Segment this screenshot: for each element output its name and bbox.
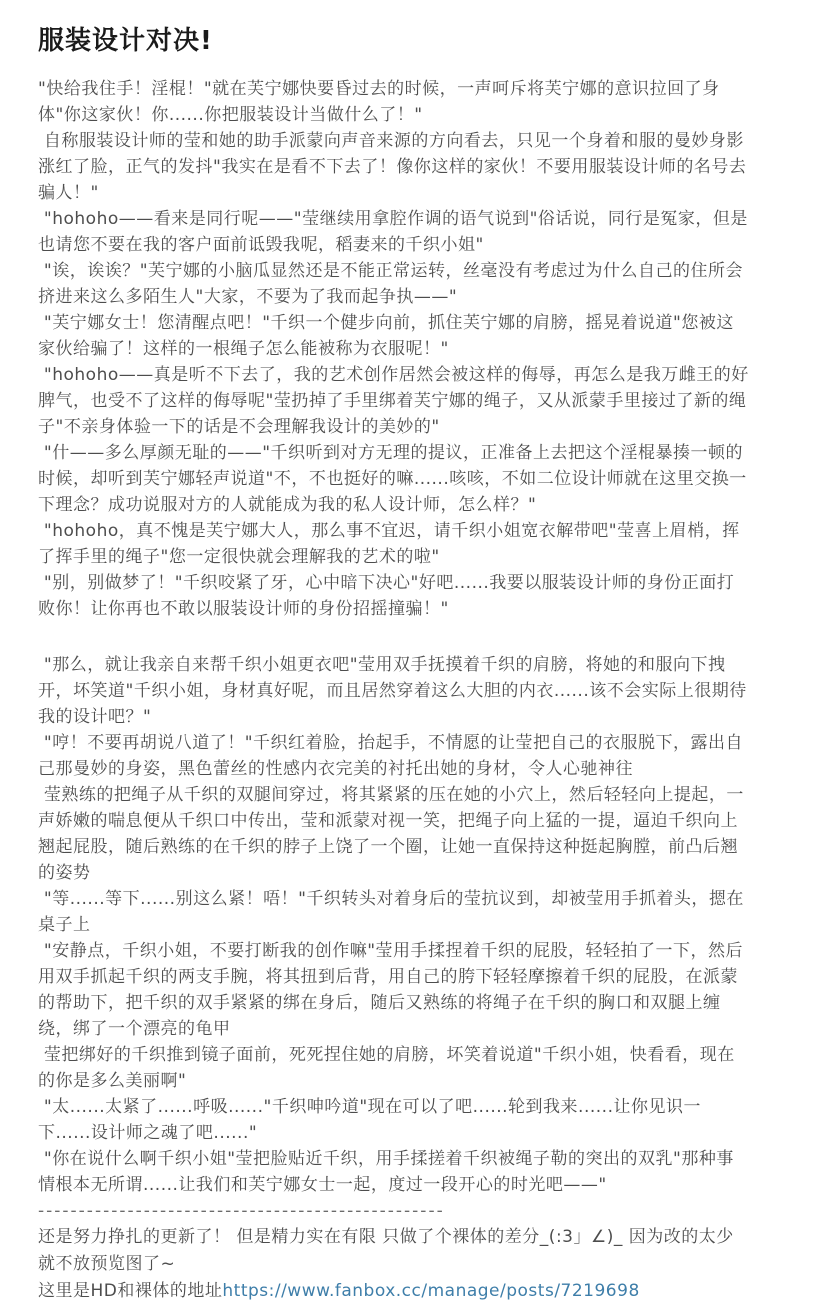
story-paragraph: "hohoho——真是听不下去了，我的艺术创作居然会被这样的侮辱，再怎么是我万雌王的好脾气，也受不了这样的侮辱呢"莹扔掉了手里绑着芙宁娜的绳子，又从派蒙手里接过了新的绳子"不亲身体验一下的话是不会理解我设计的美妙的" xyxy=(38,365,749,437)
story-paragraph: 莹把绑好的千织推到镜子面前，死死捏住她的肩膀，坏笑着说道"千织小姐，快看看，现在的你是多么美丽啊" xyxy=(38,1045,735,1091)
story-paragraph: "太......太紧了......呼吸......"千织呻吟道"现在可以了吧......轮到我来......让你见识一下......设计师之魂了吧......" xyxy=(38,1097,701,1143)
story-paragraph: "什——多么厚颜无耻的——"千织听到对方无理的提议，正准备上去把这个淫棍暴揍一顿的时候，却听到芙宁娜轻声说道"不，不也挺好的嘛......咳咳，不如二位设计师就在这里交换一下理念？成功说服对方的人就能成为我的私人设计师，怎么样？" xyxy=(38,443,747,515)
page-title: 服装设计对决! xyxy=(38,26,213,56)
story-paragraph: "快给我住手！淫棍！"就在芙宁娜快要昏过去的时候，一声呵斥将芙宁娜的意识拉回了身体"你这家伙！你......你把服装设计当做什么了！" xyxy=(38,79,720,125)
story-paragraph: "那么，就让我亲自来帮千织小姐更衣吧"莹用双手抚摸着千织的肩膀，将她的和服向下拽开，坏笑道"千织小姐，身材真好呢，而且居然穿着这么大胆的内衣......该不会实际上很期待我的设计吧？" xyxy=(38,655,747,727)
story-paragraph: "别，别做梦了！"千织咬紧了牙，心中暗下决心"好吧......我要以服装设计师的身份正面打败你！让你再也不敢以服装设计师的身份招摇撞骗！" xyxy=(38,573,735,619)
story-paragraph: "等......等下......别这么紧！唔！"千织转头对着身后的莹抗议到，却被莹用手抓着头，摁在桌子上 xyxy=(38,889,744,935)
story-paragraph: 自称服装设计师的莹和她的助手派蒙向声音来源的方向看去，只见一个身着和服的曼妙身影涨红了脸，正气的发抖"我实在是看不下去了！像你这样的家伙！不要用服装设计师的名号去骗人！" xyxy=(38,131,747,203)
fanbox-link[interactable]: https://www.fanbox.cc/manage/posts/7219698 xyxy=(222,1281,640,1301)
story-paragraph: "hohoho，真不愧是芙宁娜大人，那么事不宜迟，请千织小姐宽衣解带吧"莹喜上眉梢，挥了挥手里的绳子"您一定很快就会理解我的艺术的啦" xyxy=(38,521,740,567)
story-paragraph: "你在说什么啊千织小姐"莹把脸贴近千织，用手揉搓着千织被绳子勒的突出的双乳"那种事情根本无所谓......让我们和芙宁娜女士一起，度过一段开心的时光吧——" xyxy=(38,1149,734,1195)
story-paragraph: "诶，诶诶？"芙宁娜的小脑瓜显然还是不能正常运转，丝毫没有考虑过为什么自己的住所会挤进来这么多陌生人"大家，不要为了我而起争执——" xyxy=(38,261,744,307)
story-paragraph: "安静点，千织小姐，不要打断我的创作嘛"莹用手揉捏着千织的屁股，轻轻拍了一下，然后用双手抓起千织的两支手腕，将其扭到后背，用自己的胯下轻轻摩擦着千织的屁股，在派蒙的帮助下，把千织的双手紧紧的绑在身后，随后又熟练的将绳子在千织的胸口和双腿上缠绕，绑了一个漂亮的龟甲 xyxy=(38,941,744,1039)
divider-dashes: -------------------------------------------------- xyxy=(38,1201,445,1221)
address-line xyxy=(38,1278,749,1305)
story-paragraph: "hohoho——看来是同行呢——"莹继续用拿腔作调的语气说到"俗话说，同行是冤家，但是也请您不要在我的客户面前诋毁我呢，稻妻来的千织小姐" xyxy=(38,209,748,255)
address-prefix-label: 这里是HD和裸体的地址 xyxy=(38,1281,223,1301)
story-paragraph: "哼！不要再胡说八道了！"千织红着脸，抬起手，不情愿的让莹把自己的衣服脱下，露出自己那曼妙的身姿，黑色蕾丝的性感内衣完美的衬托出她的身材，令人心驰神往 xyxy=(38,733,744,779)
story-paragraph: "芙宁娜女士！您清醒点吧！"千织一个健步向前，抓住芙宁娜的肩膀，摇晃着说道"您被这家伙给骗了！这样的一根绳子怎么能被称为衣服呢！" xyxy=(38,313,734,359)
update-note: 还是努力挣扎的更新了！ 但是精力实在有限 只做了个裸体的差分_(:3」∠)_ 因为改的太少就不放预览图了~ xyxy=(38,1227,734,1274)
story-paragraph: 莹熟练的把绳子从千织的双腿间穿过，将其紧紧的压在她的小穴上，然后轻轻向上提起，一声娇嫩的喘息便从千织口中传出，莹和派蒙对视一笑，把绳子向上猛的一提，逼迫千织向上翘起屁股，随后熟练的在千织的脖子上饶了一个圈，让她一直保持这种挺起胸膛，前凸后翘的姿势 xyxy=(38,785,744,883)
section-gap xyxy=(38,622,749,652)
